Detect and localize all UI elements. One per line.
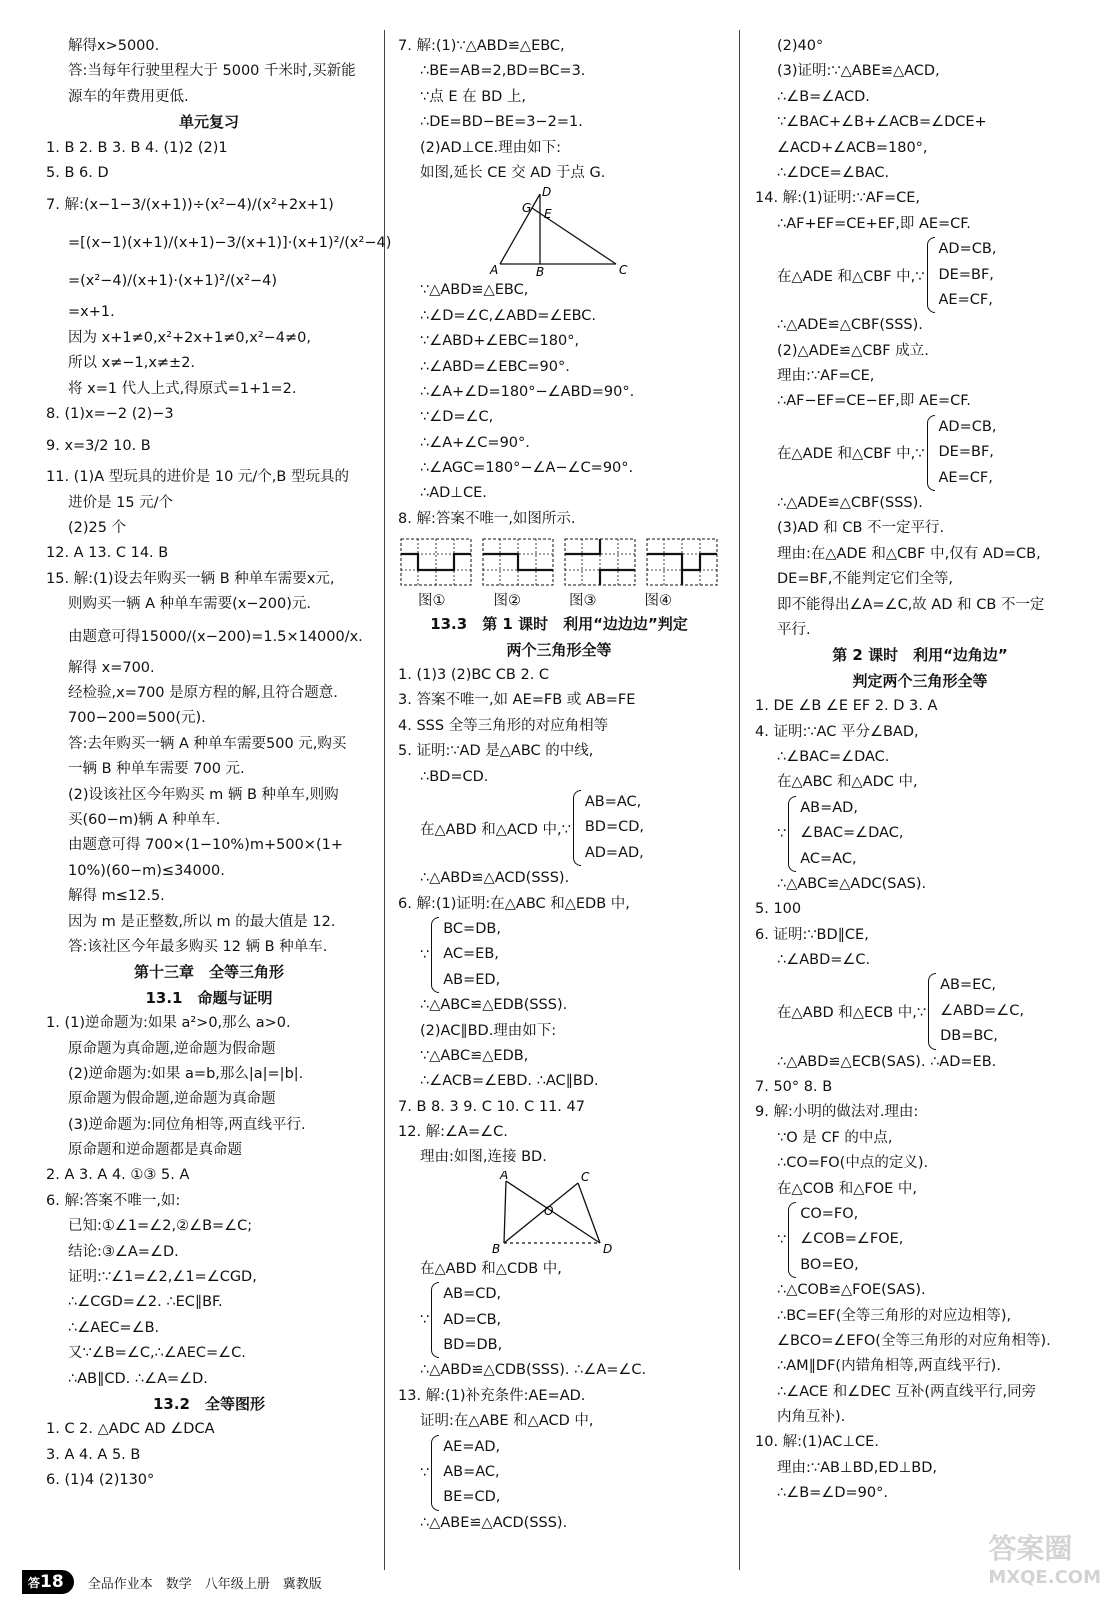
brace-mark: [431, 917, 439, 993]
text-line: ∴∠BAC=∠DAC.: [777, 748, 890, 765]
text-line: ∴△ABC≌△EDB(SSS).: [420, 997, 568, 1014]
answer-line: 12. A 13. C 14. B: [46, 545, 169, 562]
text-line: 解得 m≤12.5.: [68, 888, 165, 905]
answer-line: 3. 答案不唯一,如 AE=FB 或 AB=FE: [398, 692, 636, 709]
text-line: ∴BD=CD.: [420, 768, 489, 785]
text-line: ∵∠D=∠C,: [420, 409, 494, 426]
condition-group: [398, 790, 720, 866]
answer-line: 4. SSS 全等三角形的对应角相等: [398, 717, 609, 734]
label-d: D: [542, 186, 552, 200]
text-line: ∴△ABD≌△ACD(SSS).: [420, 870, 570, 887]
section-title-lesson-2: 第 2 课时 利用“边角边”: [832, 646, 1008, 665]
column-2: [398, 34, 720, 1536]
text-line: 进价是 15 元/个: [68, 494, 174, 511]
chapter-title: 第十三章 全等三角形: [133, 963, 284, 982]
text-line: 9. 解:小明的做法对.理由:: [755, 1104, 919, 1121]
condition: DE=BF,: [938, 266, 994, 283]
text-line: ∵点 E 在 BD 上,: [420, 88, 527, 105]
condition: CO=FO,: [800, 1205, 859, 1222]
text-line: DE=BF,不能判定它们全等,: [777, 571, 953, 588]
answer-line: 5. B 6. D: [46, 164, 109, 181]
text-line: ∴AF+EF=CE+EF,即 AE=CF.: [777, 215, 971, 232]
page-footer: [22, 1568, 322, 1596]
book-title: 全品作业本 数学 八年级上册 冀教版: [87, 1576, 322, 1592]
label-b: B: [536, 265, 545, 279]
text-line: 解得x>5000.: [68, 38, 160, 54]
text-line: 1. (1)逆命题为:如果 a²>0,那么 a>0.: [46, 1015, 291, 1032]
text-line: (2)逆命题为:如果 a=b,那么|a|=|b|.: [68, 1065, 304, 1082]
text-line: 则购买一辆 A 种单车需要(x−200)元.: [68, 596, 311, 613]
section-subtitle-lesson-2: 判定两个三角形全等: [852, 671, 988, 690]
brace-mark: [573, 790, 581, 866]
section-title-13-2: 13.2 全等图形: [152, 1394, 265, 1413]
grid-label-2: 图②: [493, 593, 521, 610]
text-line: ∴△ABE≌△ACD(SSS).: [420, 1514, 568, 1531]
text-line: ∴△COB≌△FOE(SAS).: [777, 1282, 926, 1299]
condition: DB=BC,: [940, 1028, 998, 1045]
text-line: 源车的年费用更低.: [68, 88, 189, 105]
condition: AD=CB,: [938, 418, 997, 435]
text-line: 10%)(60−m)≤34000.: [68, 862, 225, 879]
answer-line: 1. C 2. △ADC AD ∠DCA: [46, 1421, 215, 1438]
text-line: ∴BC=EF(全等三角形的对应边相等),: [777, 1307, 1012, 1324]
label-a: A: [500, 1170, 509, 1182]
answer-line: 1. DE ∠B ∠E EF 2. D 3. A: [755, 698, 938, 715]
condition-group: ∵ BC=DB, AC=EB, AB=ED,: [398, 917, 720, 993]
text-line: 已知:①∠1=∠2,②∠B=∠C;: [68, 1218, 253, 1235]
condition: AC=EB,: [443, 946, 499, 963]
text-line: 原命题和逆命题都是真命题: [68, 1142, 242, 1159]
watermark-logo: [988, 1527, 1101, 1588]
text-line: ∴∠AGC=180°−∠A−∠C=90°.: [420, 460, 634, 477]
text-line: ∴∠AEC=∠B.: [68, 1319, 160, 1336]
text-line: 原命题为假命题,逆命题为真命题: [68, 1091, 276, 1108]
text-line: ∴△ABD≌△ECB(SAS). ∴AD=EB.: [777, 1053, 997, 1070]
text-line: ∴∠ACB=∠EBD. ∴AC∥BD.: [420, 1073, 599, 1090]
condition: BD=CD,: [584, 819, 645, 836]
label-b: B: [492, 1241, 501, 1256]
condition: AB=CD,: [443, 1286, 502, 1303]
label-d: D: [603, 1241, 613, 1256]
text-line: ∴∠ACE 和∠DEC 互补(两直线平行,同旁: [777, 1383, 1037, 1400]
answer-line: 5. 100: [755, 901, 802, 918]
condition-group: ∵ AE=AD, AB=AC, BE=CD,: [398, 1435, 720, 1511]
text-line: ∴BE=AB=2,BD=BC=3.: [420, 63, 586, 80]
label-o: O: [544, 1203, 554, 1218]
text-line: 即不能得出∠A=∠C,故 AD 和 CB 不一定: [777, 596, 1045, 613]
brace-mark: [928, 973, 936, 1049]
text-line: 700−200=500(元).: [68, 710, 206, 727]
text-line: 解得 x=700.: [68, 659, 155, 676]
text-line: (2)△ADE≌△CBF 成立.: [777, 342, 929, 359]
condition: ∠COB=∠FOE,: [800, 1231, 904, 1248]
text-line: ∴AM∥DF(内错角相等,两直线平行).: [777, 1358, 1001, 1375]
text-line: ∴∠B=∠D=90°.: [777, 1485, 888, 1502]
label-g: G: [522, 201, 532, 216]
watermark-main: 答案圈: [988, 1532, 1073, 1565]
condition-group: [755, 415, 1085, 491]
answer-line: 9. x=3/2 10. B: [46, 438, 151, 455]
answer-line: 2. A 3. A 4. ①③ 5. A: [46, 1167, 190, 1184]
condition-group: [755, 973, 1085, 1049]
text-line: 因为 x+1≠0,x²+2x+1≠0,x²−4≠0,: [68, 329, 312, 346]
text-line: ∴△ABC≌△ADC(SAS).: [777, 875, 927, 892]
watermark-sub: MXQE.COM: [988, 1567, 1101, 1588]
text-line: 结论:③∠A=∠D.: [68, 1243, 179, 1260]
condition-group: ∵ CO=FO, ∠COB=∠FOE, BO=EO,: [755, 1202, 1085, 1278]
section-title-13-3: 13.3 第 1 课时 利用“边边边”判定: [430, 615, 688, 634]
text-line: 8. 解:答案不唯一,如图所示.: [398, 510, 576, 527]
label-a: A: [490, 263, 499, 278]
condition: AC=AC,: [800, 850, 857, 867]
text-line: 12. 解:∠A=∠C.: [398, 1124, 508, 1141]
text-line: 6. 解:(1)证明:在△ABC 和△EDB 中,: [398, 895, 630, 912]
text-line: ∵∠ABD+∠EBC=180°,: [420, 333, 580, 350]
triangle-figure-2: [398, 1171, 720, 1257]
text-line: (2)AD⊥CE.理由如下:: [420, 139, 562, 156]
text-line: ∴AD⊥CE.: [420, 485, 487, 502]
text-line: 7. 解:(1)∵△ABD≌△EBC,: [398, 38, 565, 54]
text-line: 4. 证明:∵AC 平分∠BAD,: [755, 723, 919, 740]
text-line: (2)25 个: [68, 520, 127, 537]
brace-mark: [431, 1282, 439, 1358]
condition: AD=CB,: [938, 241, 997, 258]
brace-prefix: 在△ABD 和△ECB 中,∵: [777, 1005, 927, 1022]
page-number: 18: [40, 1572, 64, 1592]
text-line: 理由:如图,连接 BD.: [420, 1149, 547, 1166]
condition: BO=EO,: [800, 1256, 859, 1273]
text-line: 理由:∵AB⊥BD,ED⊥BD,: [777, 1459, 938, 1476]
text-line: ∵△ABD≌△EBC,: [420, 282, 529, 299]
page-prefix: 答: [28, 1576, 41, 1590]
text-line: 5. 证明:∵AD 是△ABC 的中线,: [398, 743, 594, 760]
grid-label-4: 图④: [644, 593, 672, 610]
brace-mark: [927, 237, 935, 313]
condition: AE=CF,: [938, 291, 993, 308]
condition: ∠ABD=∠C,: [940, 1002, 1025, 1019]
section-subtitle-13-3: 两个三角形全等: [506, 640, 612, 659]
condition: DE=BF,: [938, 444, 994, 461]
math-line: =[(x−1)(x+1)/(x+1)−3/(x+1)]·(x+1)²/(x²−4): [68, 235, 392, 252]
text-line: 买(60−m)辆 A 种单车.: [68, 811, 221, 828]
text-line: (2)设该社区今年购买 m 辆 B 种单车,则购: [68, 786, 339, 803]
condition: AB=AD,: [800, 799, 858, 816]
condition: AE=CF,: [938, 469, 993, 486]
answer-line: 3. A 4. A 5. B: [46, 1446, 141, 1463]
grid-figure-4: [646, 538, 718, 586]
text-line: 因为 m 是正整数,所以 m 的最大值是 12.: [68, 913, 336, 930]
grid-figure-2: [482, 538, 554, 586]
text-line: 经检验,x=700 是原方程的解,且符合题意.: [68, 685, 338, 702]
text-line: (3)逆命题为:同位角相等,两直线平行.: [68, 1116, 306, 1133]
grid-figure-1: [400, 538, 472, 586]
grid-figures: [398, 538, 720, 586]
text-line: (3)证明:∵△ABE≌△ACD,: [777, 63, 940, 80]
text-line: ∴CO=FO(中点的定义).: [777, 1155, 929, 1172]
brace-prefix: 在△ABD 和△ACD 中,∵: [420, 821, 571, 838]
condition: AB=EC,: [940, 977, 997, 994]
answer-line: 1. B 2. B 3. B 4. (1)2 (2)1: [46, 139, 228, 156]
column-1: [46, 34, 392, 1494]
text-line: ∴∠A+∠D=180°−∠ABD=90°.: [420, 383, 635, 400]
text-line: ∴∠ABD=∠C.: [777, 952, 871, 969]
grid-label-3: 图③: [569, 593, 597, 610]
answer-line: 1. (1)3 (2)BC CB 2. C: [398, 667, 550, 684]
text-line: 内角互补).: [777, 1409, 846, 1426]
text-line: 一辆 B 种单车需要 700 元.: [68, 761, 245, 778]
condition: BE=CD,: [443, 1489, 501, 1506]
text-line: ∴△ABD≌△CDB(SSS). ∴∠A=∠C.: [420, 1362, 647, 1379]
text-line: 如图,延长 CE 交 AD 于点 G.: [420, 164, 606, 181]
condition: AB=AC,: [584, 793, 642, 810]
text-line: ∴AB∥CD. ∴∠A=∠D.: [68, 1370, 208, 1387]
brace-mark: [431, 1435, 439, 1511]
text-line: ∴DE=BD−BE=3−2=1.: [420, 114, 583, 131]
text-line: ∠BCO=∠EFO(全等三角形的对应角相等).: [777, 1332, 1051, 1349]
math-line: 7. 解:(x−1−3/(x+1))÷(x²−4)/(x²+2x+1): [46, 197, 334, 214]
text-line: 答:去年购买一辆 A 种单车需要500 元,购买: [68, 735, 347, 752]
brace-mark: [927, 415, 935, 491]
column-divider-2: [739, 30, 740, 1570]
condition: AB=ED,: [443, 971, 501, 988]
text-line: ∴∠DCE=∠BAC.: [777, 164, 890, 181]
brace-prefix: 在△ADE 和△CBF 中,∵: [777, 446, 925, 463]
math-line: =(x²−4)/(x+1)·(x+1)²/(x²−4): [68, 273, 278, 290]
condition: AD=AD,: [584, 844, 644, 861]
text-line: 理由:∵AF=CE,: [777, 368, 875, 385]
text-line: 在△ABC 和△ADC 中,: [777, 774, 918, 791]
answer-line: 6. (1)4 (2)130°: [46, 1472, 155, 1489]
label-c: C: [619, 263, 628, 278]
label-c: C: [581, 1170, 590, 1184]
condition: AD=CB,: [443, 1311, 502, 1328]
section-title-13-1: 13.1 命题与证明: [145, 988, 273, 1007]
text-line: ∴∠CGD=∠2. ∴EC∥BF.: [68, 1294, 223, 1311]
text-line: ∴△ADE≌△CBF(SSS).: [777, 317, 923, 334]
condition-group: ∵ AB=AD, ∠BAC=∠DAC, AC=AC,: [755, 796, 1085, 872]
text-line: 15. 解:(1)设去年购买一辆 B 种单车需要x元,: [46, 570, 335, 587]
column-3: [755, 34, 1085, 1507]
math-line: 由题意可得15000/(x−200)=1.5×14000/x.: [68, 628, 363, 645]
condition: AB=AC,: [443, 1463, 500, 1480]
answer-line: 8. (1)x=−2 (2)−3: [46, 405, 174, 422]
text-line: (2)40°: [777, 38, 824, 54]
label-e: E: [544, 207, 552, 222]
text-line: 14. 解:(1)证明:∵AF=CE,: [755, 190, 921, 207]
text-line: 在△ABD 和△CDB 中,: [420, 1260, 562, 1277]
answer-line: 7. 50° 8. B: [755, 1079, 833, 1096]
text-line: =x+1.: [68, 304, 115, 321]
text-line: 10. 解:(1)AC⊥CE.: [755, 1434, 879, 1451]
text-line: (3)AD 和 CB 不一定平行.: [777, 520, 945, 537]
text-line: 由题意可得 700×(1−10%)m+500×(1+: [68, 837, 343, 854]
text-line: (2)AC∥BD.理由如下:: [420, 1022, 557, 1039]
text-line: 6. 证明:∵BD∥CE,: [755, 926, 869, 943]
text-line: 所以 x≠−1,x≠±2.: [68, 355, 196, 372]
condition-group: ∵ AB=CD, AD=CB, BD=DB,: [398, 1282, 720, 1358]
condition: ∠BAC=∠DAC,: [800, 825, 904, 842]
answer-line: 11. (1)A 型玩具的进价是 10 元/个,B 型玩具的: [46, 469, 349, 486]
text-line: 答:当每年行驶里程大于 5000 千米时,买新能: [68, 63, 356, 80]
condition: AE=AD,: [443, 1438, 501, 1455]
text-line: ∴∠ABD=∠EBC=90°.: [420, 358, 570, 375]
text-line: 理由:在△ADE 和△CBF 中,仅有 AD=CB,: [777, 545, 1041, 562]
text-line: ∵O 是 CF 的中点,: [777, 1129, 893, 1146]
text-line: ∴△ADE≌△CBF(SSS).: [777, 495, 923, 512]
section-title-unit-review: 单元复习: [178, 113, 239, 132]
text-line: 原命题为真命题,逆命题为假命题: [68, 1040, 276, 1057]
triangle-figure-1: [398, 186, 720, 278]
text-line: ∴∠D=∠C,∠ABD=∠EBC.: [420, 307, 597, 324]
brace-mark: [788, 796, 796, 872]
text-line: 6. 解:答案不唯一,如:: [46, 1192, 181, 1209]
condition-group: [755, 237, 1085, 313]
text-line: ∠ACD+∠ACB=180°,: [777, 139, 928, 156]
condition: BD=DB,: [443, 1337, 503, 1354]
text-line: ∴AF−EF=CE−EF,即 AE=CF.: [777, 393, 971, 410]
brace-mark: [788, 1202, 796, 1278]
triangle-figure-1-svg: [488, 186, 648, 278]
text-line: ∵∠BAC+∠B+∠ACB=∠DCE+: [777, 114, 987, 131]
text-line: 平行.: [777, 621, 811, 638]
text-line: 又∵∠B=∠C,∴∠AEC=∠C.: [68, 1345, 246, 1362]
text-line: 证明:∵∠1=∠2,∠1=∠CGD,: [68, 1269, 257, 1286]
answer-line: 7. B 8. 3 9. C 10. C 11. 47: [398, 1098, 585, 1115]
text-line: ∴∠B=∠ACD.: [777, 88, 870, 105]
grid-figure-3: [564, 538, 636, 586]
text-line: 证明:在△ABE 和△ACD 中,: [420, 1413, 594, 1430]
grid-figure-labels: [398, 590, 720, 612]
text-line: 答:该社区今年最多购买 12 辆 B 种单车.: [68, 938, 328, 955]
text-line: 将 x=1 代人上式,得原式=1+1=2.: [68, 380, 297, 397]
condition: BC=DB,: [443, 920, 501, 937]
text-line: ∵△ABC≌△EDB,: [420, 1047, 529, 1064]
brace-prefix: 在△ADE 和△CBF 中,∵: [777, 268, 925, 285]
page-number-badge: [22, 1570, 74, 1594]
text-line: 13. 解:(1)补充条件:AE=AD.: [398, 1387, 586, 1404]
triangle-figure-2-svg: [478, 1171, 628, 1257]
grid-label-1: 图①: [418, 593, 446, 610]
text-line: 在△COB 和△FOE 中,: [777, 1180, 918, 1197]
text-line: ∴∠A+∠C=90°.: [420, 434, 530, 451]
